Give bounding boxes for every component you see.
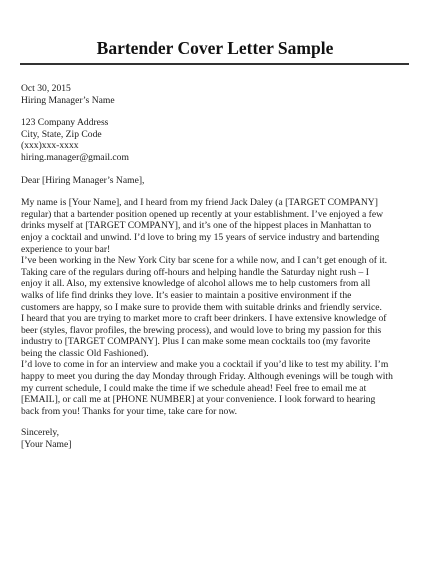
paragraph-line: experience to your bar! — [21, 243, 111, 255]
paragraph-line: I’ve been working in the New York City bar scene for a while now, and I can’t get enough of it. — [21, 255, 388, 267]
paragraph-1 — [21, 197, 411, 255]
paragraph-line: regular) that a bartender position opened up recently at your establishment. I’ve enjoyed a few — [21, 208, 384, 220]
paragraph-line: customers are happy, so I make sure to provide them with suitable drinks and friendly service. — [21, 301, 382, 313]
paragraph-4 — [21, 359, 411, 417]
paragraph-line: My name is [Your Name], and I heard from my friend Jack Daley (a [TARGET COMPANY] — [21, 197, 378, 209]
recipient-email: hiring.manager@gmail.com — [21, 151, 129, 163]
paragraph-line: being the classic Old Fashioned). — [21, 347, 149, 359]
recipient-name: Hiring Manager’s Name — [21, 94, 115, 106]
letter-body — [21, 83, 411, 451]
paragraph-line: I heard that you are trying to market more to craft beer drinkers. I have extensive knowledge of — [21, 313, 387, 325]
paragraph-3 — [21, 313, 411, 359]
date-block — [21, 83, 411, 106]
title-divider — [20, 63, 409, 65]
paragraph-line: back from you! Thanks for your time, take care for now. — [21, 405, 238, 417]
recipient-phone: (xxx)xxx-xxxx — [21, 140, 79, 152]
signature-name: [Your Name] — [21, 439, 72, 451]
paragraph-line: [EMAIL], or call me at [PHONE NUMBER] at your convenience. I look forward to hearing — [21, 394, 376, 406]
letter-date: Oct 30, 2015 — [21, 83, 71, 94]
paragraph-line: my current schedule, I could make the time if we schedule ahead! Feel free to email me at — [21, 382, 367, 394]
salutation — [21, 175, 411, 187]
paragraph-line: walks of life find drinks they love. It’s easier to maintain a positive environment if the — [21, 289, 352, 301]
paragraph-line: I’d love to come in for an interview and make you a cocktail if you’d like to test my ability. I’m — [21, 359, 389, 371]
paragraph-line: enjoy it all. Also, my extensive knowledge of alcohol allows me to help customers from all — [21, 278, 371, 290]
recipient-city-state-zip: City, State, Zip Code — [21, 128, 102, 140]
salutation-text: Dear [Hiring Manager’s Name], — [21, 174, 145, 186]
paragraph-line: drinks myself at [TARGET COMPANY], and it’s one of the hippest places in Manhattan to — [21, 220, 372, 232]
closing-text: Sincerely, — [21, 427, 60, 439]
paragraph-line: enjoy a cocktail and unwind. I’d love to bring my 15 years of service industry and bartending — [21, 231, 380, 243]
paragraph-line: beer (styles, flavor profiles, the brewing process), and would love to bring my passion for this — [21, 324, 382, 336]
paragraph-line: industry to [TARGET COMPANY]. Plus I can make some mean cocktails too (my favorite — [21, 336, 371, 348]
paragraph-line: happy to meet you during the day Monday through Friday. Although evenings will be tough with — [21, 371, 393, 383]
paragraph-line: Taking care of the regulars during off-hours and helping handle the Saturday night rush – I — [21, 266, 369, 278]
document-title: Bartender Cover Letter Sample — [96, 38, 334, 58]
recipient-address-block — [21, 117, 411, 163]
recipient-company-address: 123 Company Address — [21, 117, 109, 129]
signature-block — [21, 427, 411, 450]
paragraph-2 — [21, 255, 411, 313]
